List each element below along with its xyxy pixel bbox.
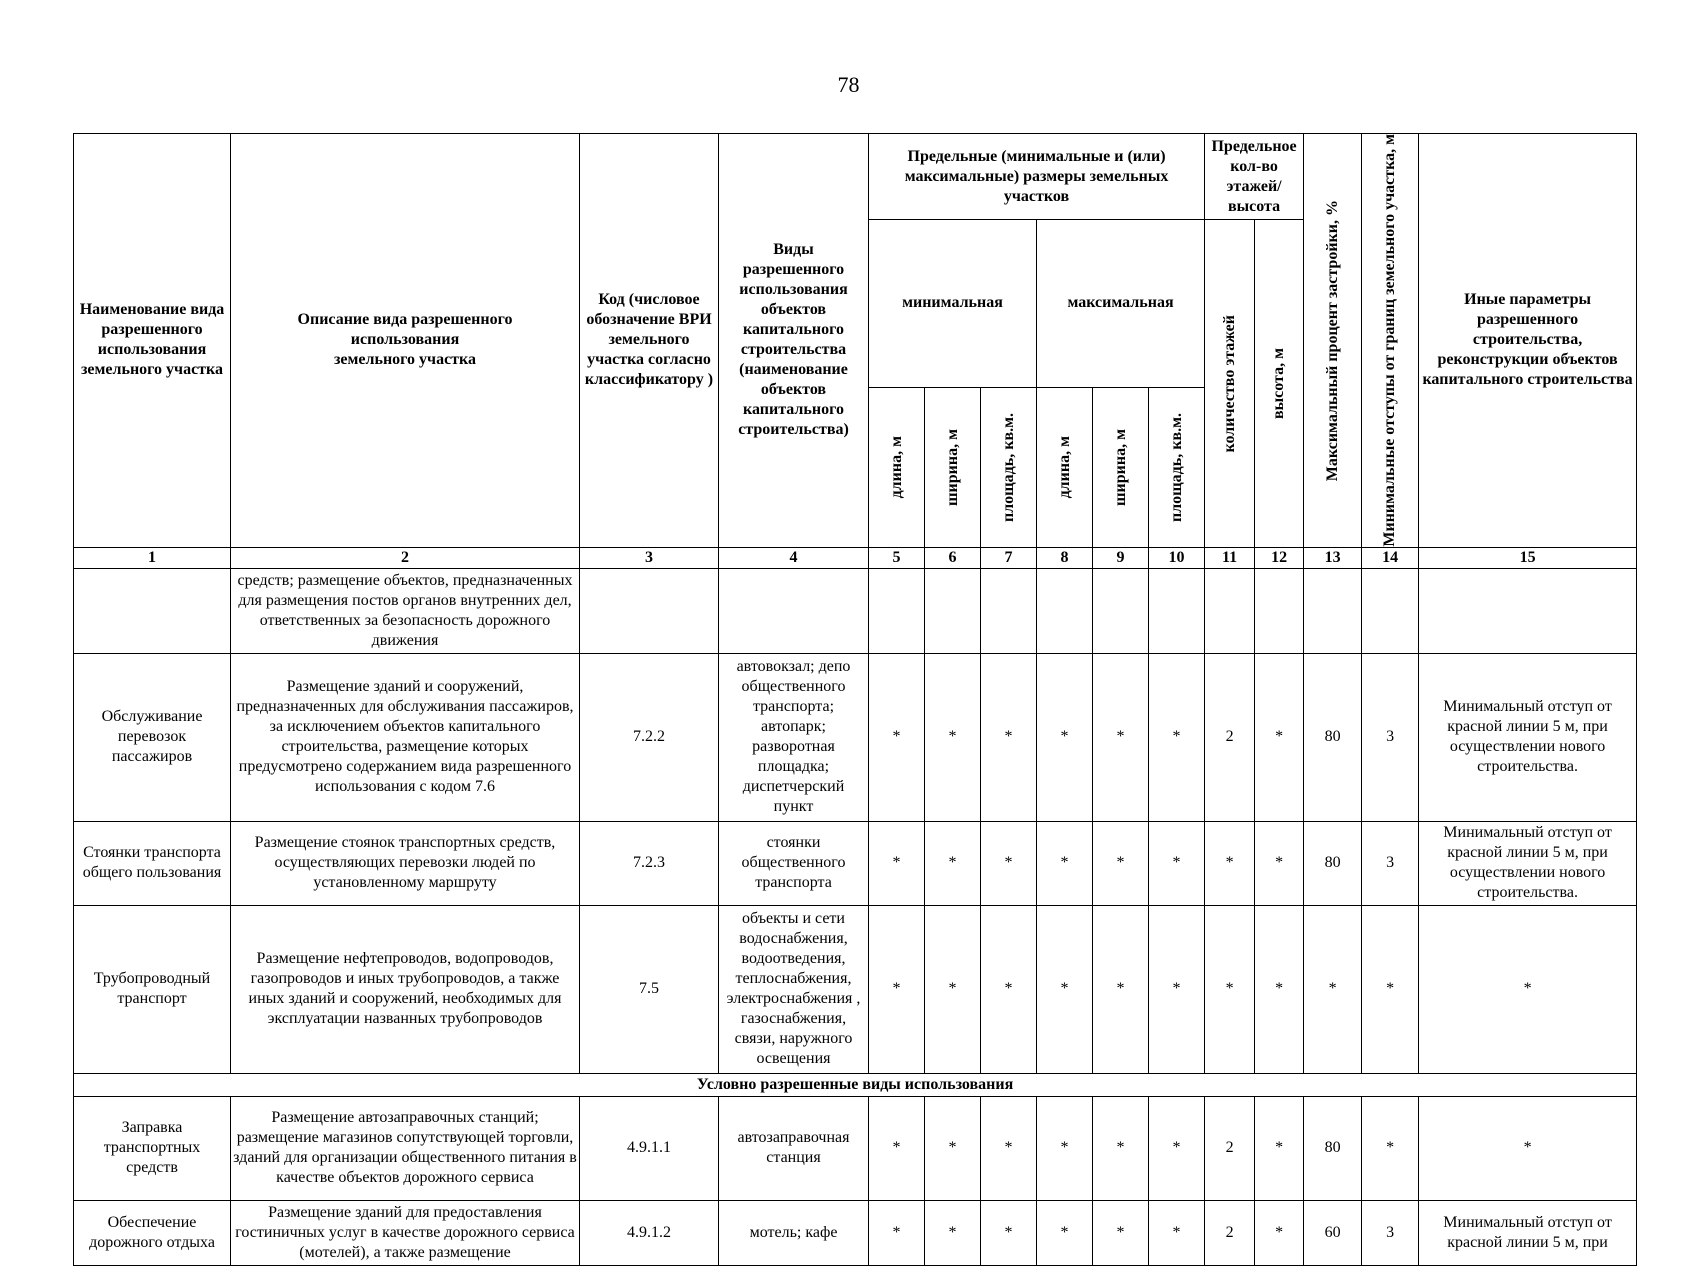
value-cell: * <box>925 653 981 821</box>
row-description: Размещение зданий для предоставления гостиничных услуг в качестве дорожного сервиса (мотелей), а также размещение <box>231 1200 580 1265</box>
value-cell: * <box>981 653 1037 821</box>
value-cell: * <box>981 1200 1037 1265</box>
column-number: 6 <box>925 547 981 568</box>
value-cell: * <box>1093 653 1149 821</box>
cell-empty <box>74 568 231 653</box>
value-cell: * <box>1362 1096 1419 1200</box>
row-code: 7.2.3 <box>580 821 719 905</box>
value-cell: * <box>1205 905 1255 1073</box>
row-name: Стоянки транспорта общего пользования <box>74 821 231 905</box>
value-cell: * <box>1037 905 1093 1073</box>
cell-empty <box>719 568 869 653</box>
cell-empty <box>1304 568 1362 653</box>
column-number: 13 <box>1304 547 1362 568</box>
cell-empty <box>981 568 1037 653</box>
cell-empty <box>925 568 981 653</box>
column-number: 9 <box>1093 547 1149 568</box>
column-number: 2 <box>231 547 580 568</box>
row-name: Обслуживание перевозок пассажиров <box>74 653 231 821</box>
value-cell: * <box>925 905 981 1073</box>
column-number: 11 <box>1205 547 1255 568</box>
row-objects: автозаправочная станция <box>719 1096 869 1200</box>
value-cell: * <box>925 1200 981 1265</box>
land-use-table <box>73 133 1637 1266</box>
header-min-area <box>981 387 1037 547</box>
row-objects: объекты и сети водоснабжения, водоотведения, теплоснабжения, электроснабжения , газоснабжения, связи, наружного освещения <box>719 905 869 1073</box>
header-min-length-text: длина, м <box>887 435 905 499</box>
row-description: Размещение автозаправочных станций; размещение магазинов сопутствующей торговли, зданий для организации общественного питания в качестве объектов дорожного сервиса <box>231 1096 580 1200</box>
value-cell: * <box>1255 1200 1304 1265</box>
value-cell: * <box>1149 821 1205 905</box>
header-floors-text: количество этажей <box>1220 314 1238 453</box>
header-objects: Виды разрешенного использования объектов капитального строительства (наименование объектов капитального строительства) <box>719 134 869 548</box>
value-cell: * <box>869 905 925 1073</box>
value-cell: * <box>925 821 981 905</box>
row-description: Размещение зданий и сооружений, предназначенных для обслуживания пассажиров, за исключением объектов капитального строительства, размещение которых предусмотрено содержанием вида разрешенного использования с кодом 7.6 <box>231 653 580 821</box>
value-cell: * <box>869 1096 925 1200</box>
row-name: Обеспечение дорожного отдыха <box>74 1200 231 1265</box>
value-cell: 2 <box>1205 653 1255 821</box>
column-number: 4 <box>719 547 869 568</box>
table-row <box>74 653 1637 821</box>
table-row <box>74 1200 1637 1265</box>
value-cell: * <box>1093 821 1149 905</box>
header-name: Наименование вида разрешенного использования земельного участка <box>74 134 231 548</box>
value-cell: * <box>1255 653 1304 821</box>
cell-empty <box>1205 568 1255 653</box>
row-objects: автовокзал; депо общественного транспорта; автопарк; разворотная площадка; диспетчерский пункт <box>719 653 869 821</box>
value-cell: 2 <box>1205 1096 1255 1200</box>
page-number: 78 <box>837 72 860 97</box>
cell-empty <box>1149 568 1205 653</box>
row-description: Размещение стоянок транспортных средств, осуществляющих перевозки людей по установленному маршруту <box>231 821 580 905</box>
header-max-width <box>1093 387 1149 547</box>
value-cell: * <box>1255 821 1304 905</box>
header-min: минимальная <box>869 220 1037 388</box>
value-cell: * <box>1037 653 1093 821</box>
value-cell: * <box>1255 905 1304 1073</box>
cell-empty <box>1255 568 1304 653</box>
column-number: 15 <box>1419 547 1637 568</box>
header-max: максимальная <box>1037 220 1205 388</box>
value-cell: 3 <box>1362 821 1419 905</box>
header-height-text: высота, м <box>1270 347 1288 419</box>
value-cell: 60 <box>1304 1200 1362 1265</box>
value-cell: 3 <box>1362 653 1419 821</box>
header-max-area <box>1149 387 1205 547</box>
header-min-width <box>925 387 981 547</box>
value-cell: 2 <box>1205 1200 1255 1265</box>
value-cell: * <box>1093 1096 1149 1200</box>
header-setbacks-text: Минимальные отступы от границ земельного участка, м <box>1381 134 1399 547</box>
value-cell: * <box>1037 1200 1093 1265</box>
header-min-width-text: ширина, м <box>943 428 961 506</box>
value-cell: * <box>981 1096 1037 1200</box>
column-number: 3 <box>580 547 719 568</box>
value-cell: * <box>869 653 925 821</box>
header-other-params: Иные параметры разрешенного строительства, реконструкции объектов капитального строительства <box>1419 134 1637 548</box>
value-cell: * <box>1149 1096 1205 1200</box>
section-title: Условно разрешенные виды использования <box>74 1073 1637 1096</box>
column-number: 8 <box>1037 547 1093 568</box>
header-description-line2: использования <box>350 331 460 349</box>
header-size-group: Предельные (минимальные и (или) максимальные) размеры земельных участков <box>869 134 1205 220</box>
cell-empty <box>1093 568 1149 653</box>
cell-empty <box>869 568 925 653</box>
cell-empty <box>1419 568 1637 653</box>
header-floors-group: Предельное кол-во этажей/ высота <box>1205 134 1304 220</box>
value-cell: * <box>869 1200 925 1265</box>
table-row <box>74 568 1637 653</box>
header-floors <box>1205 220 1255 548</box>
row-other-params: Минимальный отступ от красной линии 5 м, при осуществлении нового строительства. <box>1419 653 1637 821</box>
cell-empty <box>1362 568 1419 653</box>
header-description-line3: земельного участка <box>333 351 476 369</box>
value-cell: 80 <box>1304 1096 1362 1200</box>
column-number: 12 <box>1255 547 1304 568</box>
value-cell: * <box>981 905 1037 1073</box>
column-number: 1 <box>74 547 231 568</box>
header-max-length <box>1037 387 1093 547</box>
header-code: Код (числовое обозначение ВРИ земельного участка согласно классификатору ) <box>580 134 719 548</box>
value-cell: * <box>1304 905 1362 1073</box>
value-cell: * <box>1149 653 1205 821</box>
table-row <box>74 1096 1637 1200</box>
header-max-width-text: ширина, м <box>1111 428 1129 506</box>
value-cell: * <box>1037 821 1093 905</box>
row-code: 4.9.1.1 <box>580 1096 719 1200</box>
value-cell: * <box>1037 1096 1093 1200</box>
row-other-params: Минимальный отступ от красной линии 5 м, при <box>1419 1200 1637 1265</box>
value-cell: 80 <box>1304 653 1362 821</box>
cell-empty <box>1037 568 1093 653</box>
header-description <box>231 134 580 548</box>
cell-empty <box>580 568 719 653</box>
header-min-area-text: площадь, кв.м. <box>999 412 1017 522</box>
continuation-text: средств; размещение объектов, предназначенных для размещения постов органов внутренних дел, ответственных за безопасность дорожного движения <box>231 568 580 653</box>
value-cell: * <box>869 821 925 905</box>
value-cell: 3 <box>1362 1200 1419 1265</box>
header-max-length-text: длина, м <box>1055 435 1073 499</box>
row-other-params: Минимальный отступ от красной линии 5 м, при осуществлении нового строительства. <box>1419 821 1637 905</box>
section-header-row <box>74 1073 1637 1096</box>
row-objects: мотель; кафе <box>719 1200 869 1265</box>
header-build-percent-text: Максимальный процент застройки, % <box>1323 199 1341 481</box>
header-description-line1: Описание вида разрешенного <box>297 311 513 329</box>
value-cell: * <box>1255 1096 1304 1200</box>
header-min-length <box>869 387 925 547</box>
row-name: Заправка транспортных средств <box>74 1096 231 1200</box>
value-cell: 80 <box>1304 821 1362 905</box>
row-code: 4.9.1.2 <box>580 1200 719 1265</box>
value-cell: * <box>1093 1200 1149 1265</box>
header-build-percent <box>1304 134 1362 548</box>
header-max-area-text: площадь, кв.м. <box>1167 412 1185 522</box>
table-row <box>74 821 1637 905</box>
value-cell: * <box>981 821 1037 905</box>
table-row <box>74 905 1637 1073</box>
column-number: 14 <box>1362 547 1419 568</box>
value-cell: * <box>925 1096 981 1200</box>
value-cell: * <box>1149 905 1205 1073</box>
row-other-params: * <box>1419 905 1637 1073</box>
column-number: 10 <box>1149 547 1205 568</box>
row-code: 7.2.2 <box>580 653 719 821</box>
value-cell: * <box>1149 1200 1205 1265</box>
column-number: 5 <box>869 547 925 568</box>
header-setbacks <box>1362 134 1419 548</box>
value-cell: * <box>1093 905 1149 1073</box>
row-code: 7.5 <box>580 905 719 1073</box>
row-other-params: * <box>1419 1096 1637 1200</box>
value-cell: * <box>1205 821 1255 905</box>
row-objects: стоянки общественного транспорта <box>719 821 869 905</box>
value-cell: * <box>1362 905 1419 1073</box>
row-name: Трубопроводный транспорт <box>74 905 231 1073</box>
column-number: 7 <box>981 547 1037 568</box>
row-description: Размещение нефтепроводов, водопроводов, газопроводов и иных трубопроводов, а также иных зданий и сооружений, необходимых для эксплуатации названных трубопроводов <box>231 905 580 1073</box>
column-number-row <box>74 547 1637 568</box>
header-height <box>1255 220 1304 548</box>
